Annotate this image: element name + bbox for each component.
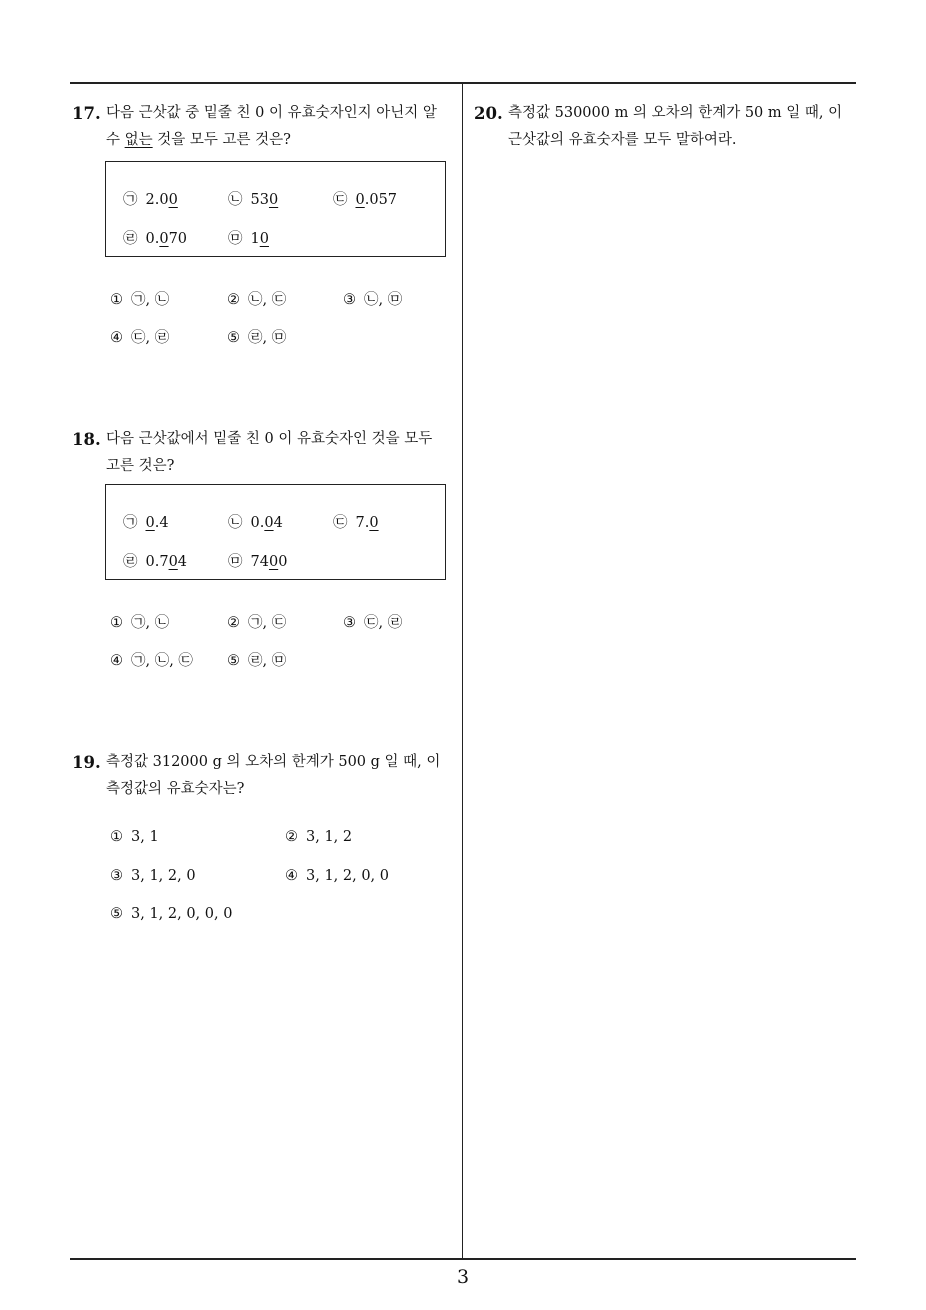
- q18-choice-3[interactable]: ③ ㉢, ㉣: [343, 615, 403, 631]
- question-stem: [106, 426, 452, 480]
- q18-choice-4[interactable]: ④ ㉠, ㉡, ㉢: [110, 653, 193, 669]
- q18-item-5: ㉤ 7400: [228, 554, 288, 570]
- q17-choice-4[interactable]: ④ ㉢, ㉣: [110, 330, 170, 346]
- q19-choice-2[interactable]: ② 3, 1, 2: [285, 829, 353, 845]
- q18-item-1: ㉠ 0.4: [123, 515, 169, 531]
- question-stem: [508, 100, 854, 154]
- column-divider: [462, 83, 463, 1259]
- q17-choice-1[interactable]: ① ㉠, ㉡: [110, 292, 170, 308]
- question-20: [474, 100, 854, 154]
- stem-line-2: 근삿값의 유효숫자를 모두 말하여라.: [508, 132, 737, 148]
- q17-choice-5[interactable]: ⑤ ㉣, ㉤: [227, 330, 287, 346]
- question-number: 18.: [72, 430, 101, 449]
- stem-line-1: 다음 근삿값 중 밑줄 친 0 이 유효숫자인지 아닌지 알: [106, 105, 437, 121]
- q17-item-4: ㉣ 0.070: [123, 231, 188, 247]
- question-17: [72, 100, 452, 154]
- question-number: 17.: [72, 104, 101, 123]
- stem-line-2: 수 없는 것을 모두 고른 것은?: [106, 132, 291, 148]
- q19-choice-4[interactable]: ④ 3, 1, 2, 0, 0: [285, 868, 389, 884]
- q18-choice-2[interactable]: ② ㉠, ㉢: [227, 615, 287, 631]
- q19-choice-1[interactable]: ① 3, 1: [110, 829, 159, 845]
- q17-choice-3[interactable]: ③ ㉡, ㉤: [343, 292, 403, 308]
- q17-item-3: ㉢ 0.057: [333, 192, 398, 208]
- q18-item-2: ㉡ 0.04: [228, 515, 283, 531]
- question-18: [72, 426, 452, 480]
- stem-line-2: 고른 것은?: [106, 458, 175, 474]
- q17-item-5: ㉤ 10: [228, 231, 269, 247]
- q18-item-box: [105, 484, 446, 580]
- stem-line-2: 측정값의 유효숫자는?: [106, 781, 245, 797]
- question-stem: [106, 100, 452, 154]
- stem-line-1: 측정값 530000 m 의 오차의 한계가 50 m 일 때, 이: [508, 105, 843, 121]
- underlined-word: 없는: [124, 132, 153, 148]
- stem-line-1: 측정값 312000 g 의 오차의 한계가 500 g 일 때, 이: [106, 754, 441, 770]
- bottom-rule: [70, 1258, 856, 1260]
- question-stem: [106, 749, 452, 803]
- q17-item-1: ㉠ 2.00: [123, 192, 178, 208]
- q17-item-2: ㉡ 530: [228, 192, 279, 208]
- q19-choice-3[interactable]: ③ 3, 1, 2, 0: [110, 868, 196, 884]
- q18-item-3: ㉢ 7.0: [333, 515, 379, 531]
- q18-item-4: ㉣ 0.704: [123, 554, 188, 570]
- page-number: 3: [456, 1266, 470, 1288]
- q17-item-box: [105, 161, 446, 257]
- q18-choice-1[interactable]: ① ㉠, ㉡: [110, 615, 170, 631]
- stem-line-1: 다음 근삿값에서 밑줄 친 0 이 유효숫자인 것을 모두: [106, 431, 433, 447]
- q17-choice-2[interactable]: ② ㉡, ㉢: [227, 292, 287, 308]
- q19-choice-5[interactable]: ⑤ 3, 1, 2, 0, 0, 0: [110, 906, 233, 922]
- question-number: 20.: [474, 104, 503, 123]
- question-number: 19.: [72, 753, 101, 772]
- q18-choice-5[interactable]: ⑤ ㉣, ㉤: [227, 653, 287, 669]
- question-19: [72, 749, 452, 803]
